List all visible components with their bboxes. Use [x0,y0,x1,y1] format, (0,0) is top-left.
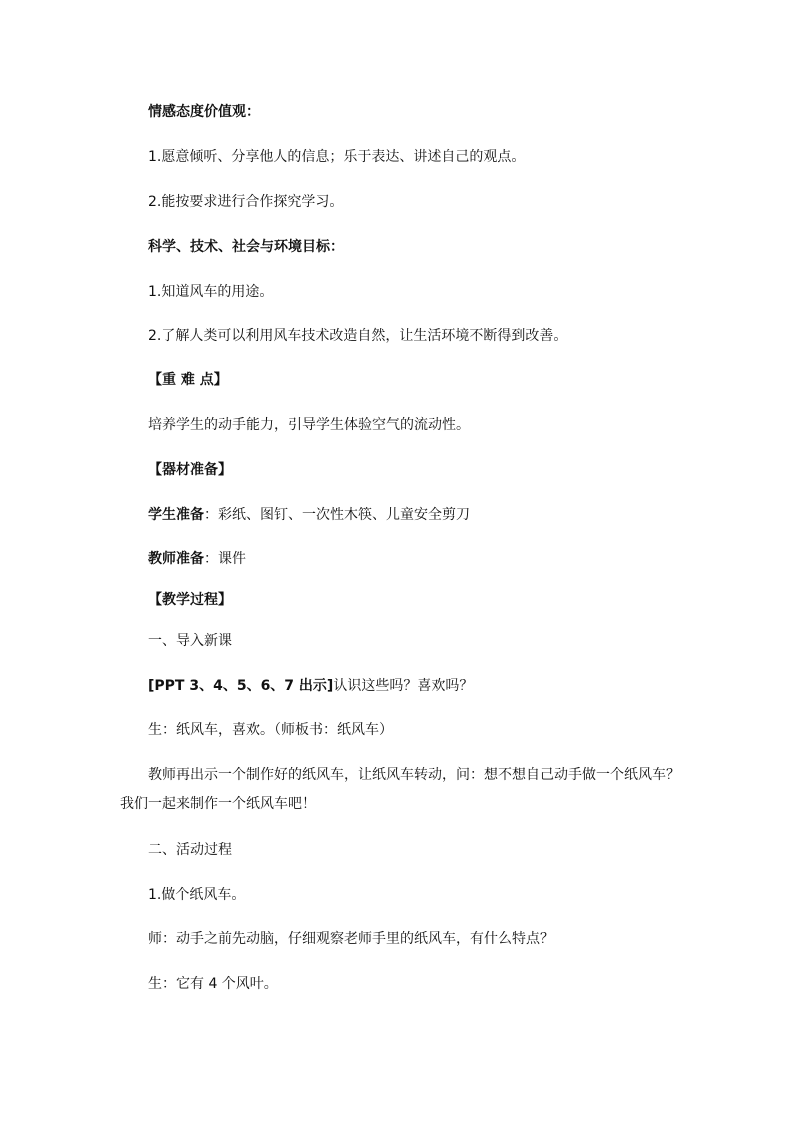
student-answer-1: 生：纸风车，喜欢。（师板书：纸风车） [148,722,393,738]
student-prep-label: 学生准备 [148,507,204,523]
ppt-question: 认识这些吗？喜欢吗？ [333,678,474,694]
teacher-paragraph-line1: 教师再出示一个制作好的纸风车，让纸风车转动，问：想不想自己动手做一个纸风车？ [148,767,680,783]
attitude-heading: 情感态度价值观： [148,104,260,120]
attitude-item-2: 2.能按要求进行合作探究学习。 [148,194,344,210]
student-prep-text: ：彩纸、图钉、一次性木筷、儿童安全剪刀 [204,507,470,523]
teacher-prep-label: 教师准备 [148,551,204,567]
activity-item-1: 1.做个纸风车。 [148,887,246,903]
teacher-prep [148,549,246,569]
sts-item-2: 2.了解人类可以利用风车技术改造自然，让生活环境不断得到改善。 [148,328,568,344]
ppt-line [148,676,473,696]
key-points-text: 培养学生的动手能力，引导学生体验空气的流动性。 [148,417,470,433]
section-2-title: 二、活动过程 [148,842,232,858]
teacher-question: 师：动手之前先动脑，仔细观察老师手里的纸风车，有什么特点？ [148,931,554,947]
teacher-prep-text: ：课件 [204,551,246,567]
materials-heading: 【器材准备】 [148,462,232,478]
section-1-title: 一、导入新课 [148,633,232,649]
process-heading: 【教学过程】 [148,592,232,608]
teacher-paragraph-line2: 我们一起来制作一个纸风车吧！ [120,796,316,812]
attitude-item-1: 1.愿意倾听、分享他人的信息；乐于表达、讲述自己的观点。 [148,149,526,165]
student-prep [148,505,470,525]
student-answer-2: 生：它有 4 个风叶。 [148,976,278,992]
key-points-heading: 【重 难 点】 [148,372,228,388]
sts-item-1: 1.知道风车的用途。 [148,284,274,300]
sts-heading: 科学、技术、社会与环境目标： [148,239,344,255]
ppt-prefix: [PPT 3、4、5、6、7 出示] [148,678,334,694]
